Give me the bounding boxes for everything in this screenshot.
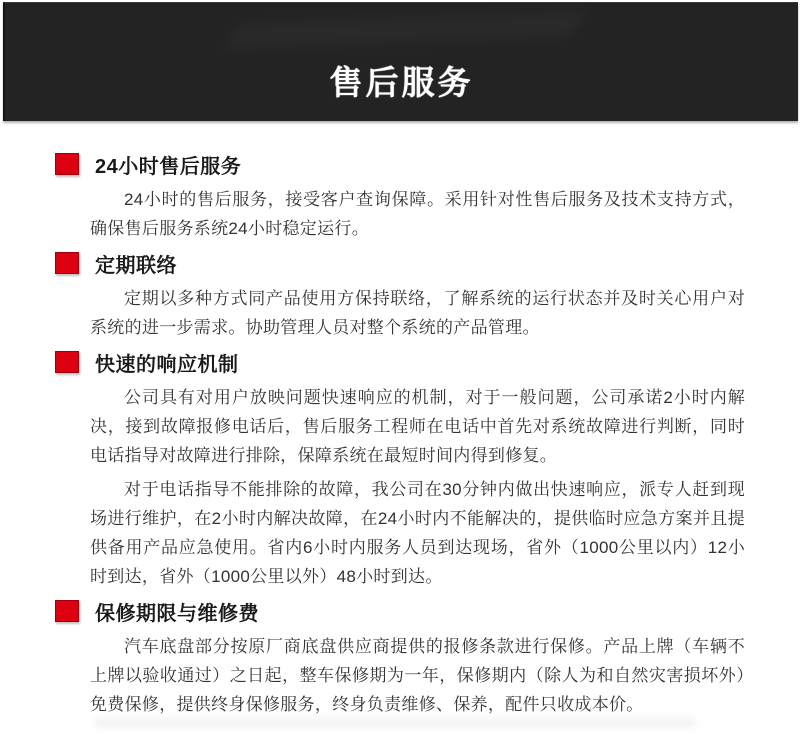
section-rapid-response xyxy=(0,350,800,591)
section-heading: 快速的响应机制 xyxy=(95,353,239,376)
section-heading-row xyxy=(55,251,745,275)
content-area xyxy=(0,121,800,719)
section-24h-service xyxy=(0,152,800,243)
section-heading: 定期联络 xyxy=(95,254,177,277)
section-paragraph: 公司具有对用户放映问题快速响应的机制，对于一般问题，公司承诺2小时内解决，接到故障报修电话后，售后服务工程师在电话中首先对系统故障进行判断，同时电话指导对故障进行排除，保障系统在最短时间内得到修复。 xyxy=(90,388,745,465)
watermark xyxy=(225,11,586,49)
section-heading: 保修期限与维修费 xyxy=(95,602,259,625)
watermark xyxy=(95,719,695,727)
section-paragraph: 24小时的售后服务，接受客户查询保障。采用针对性售后服务及技术支持方式，确保售后服务系统24小时稳定运行。 xyxy=(90,190,745,238)
section-paragraph: 定期以多种方式同产品使用方保持联络，了解系统的运行状态并及时关心用户对系统的进一步需求。协助管理人员对整个系统的产品管理。 xyxy=(90,289,745,337)
page-title: 售后服务 xyxy=(329,64,474,101)
red-square-bullet-icon xyxy=(55,153,79,175)
section-paragraph: 对于电话指导不能排除的故障，我公司在30分钟内做出快速响应，派专人赶到现场进行维护，在2小时内解决故障，在24小时内不能解决的，提供临时应急方案并且提供备用产品应急使用。省内6小时内服务人员到达现场，省外（1000公里以内）12小时到达，省外（1000公里以外）48小时到达。 xyxy=(90,480,745,586)
section-heading-row xyxy=(55,350,745,374)
section-paragraph: 汽车底盘部分按原厂商底盘供应商提供的报修条款进行保修。产品上牌（车辆不上牌以验收通过）之日起，整车保修期为一年，保修期内（除人为和自然灾害损坏外）免费保修，提供终身保修服务，终身负责维修、保养，配件只收成本价。 xyxy=(90,637,745,714)
section-regular-contact xyxy=(0,251,800,342)
section-heading: 24小时售后服务 xyxy=(95,155,242,178)
red-square-bullet-icon xyxy=(55,351,79,373)
section-heading-row xyxy=(55,599,745,623)
header-banner xyxy=(3,2,798,121)
section-warranty xyxy=(0,599,800,719)
red-square-bullet-icon xyxy=(55,600,79,622)
section-heading-row xyxy=(55,152,745,176)
red-square-bullet-icon xyxy=(55,252,79,274)
